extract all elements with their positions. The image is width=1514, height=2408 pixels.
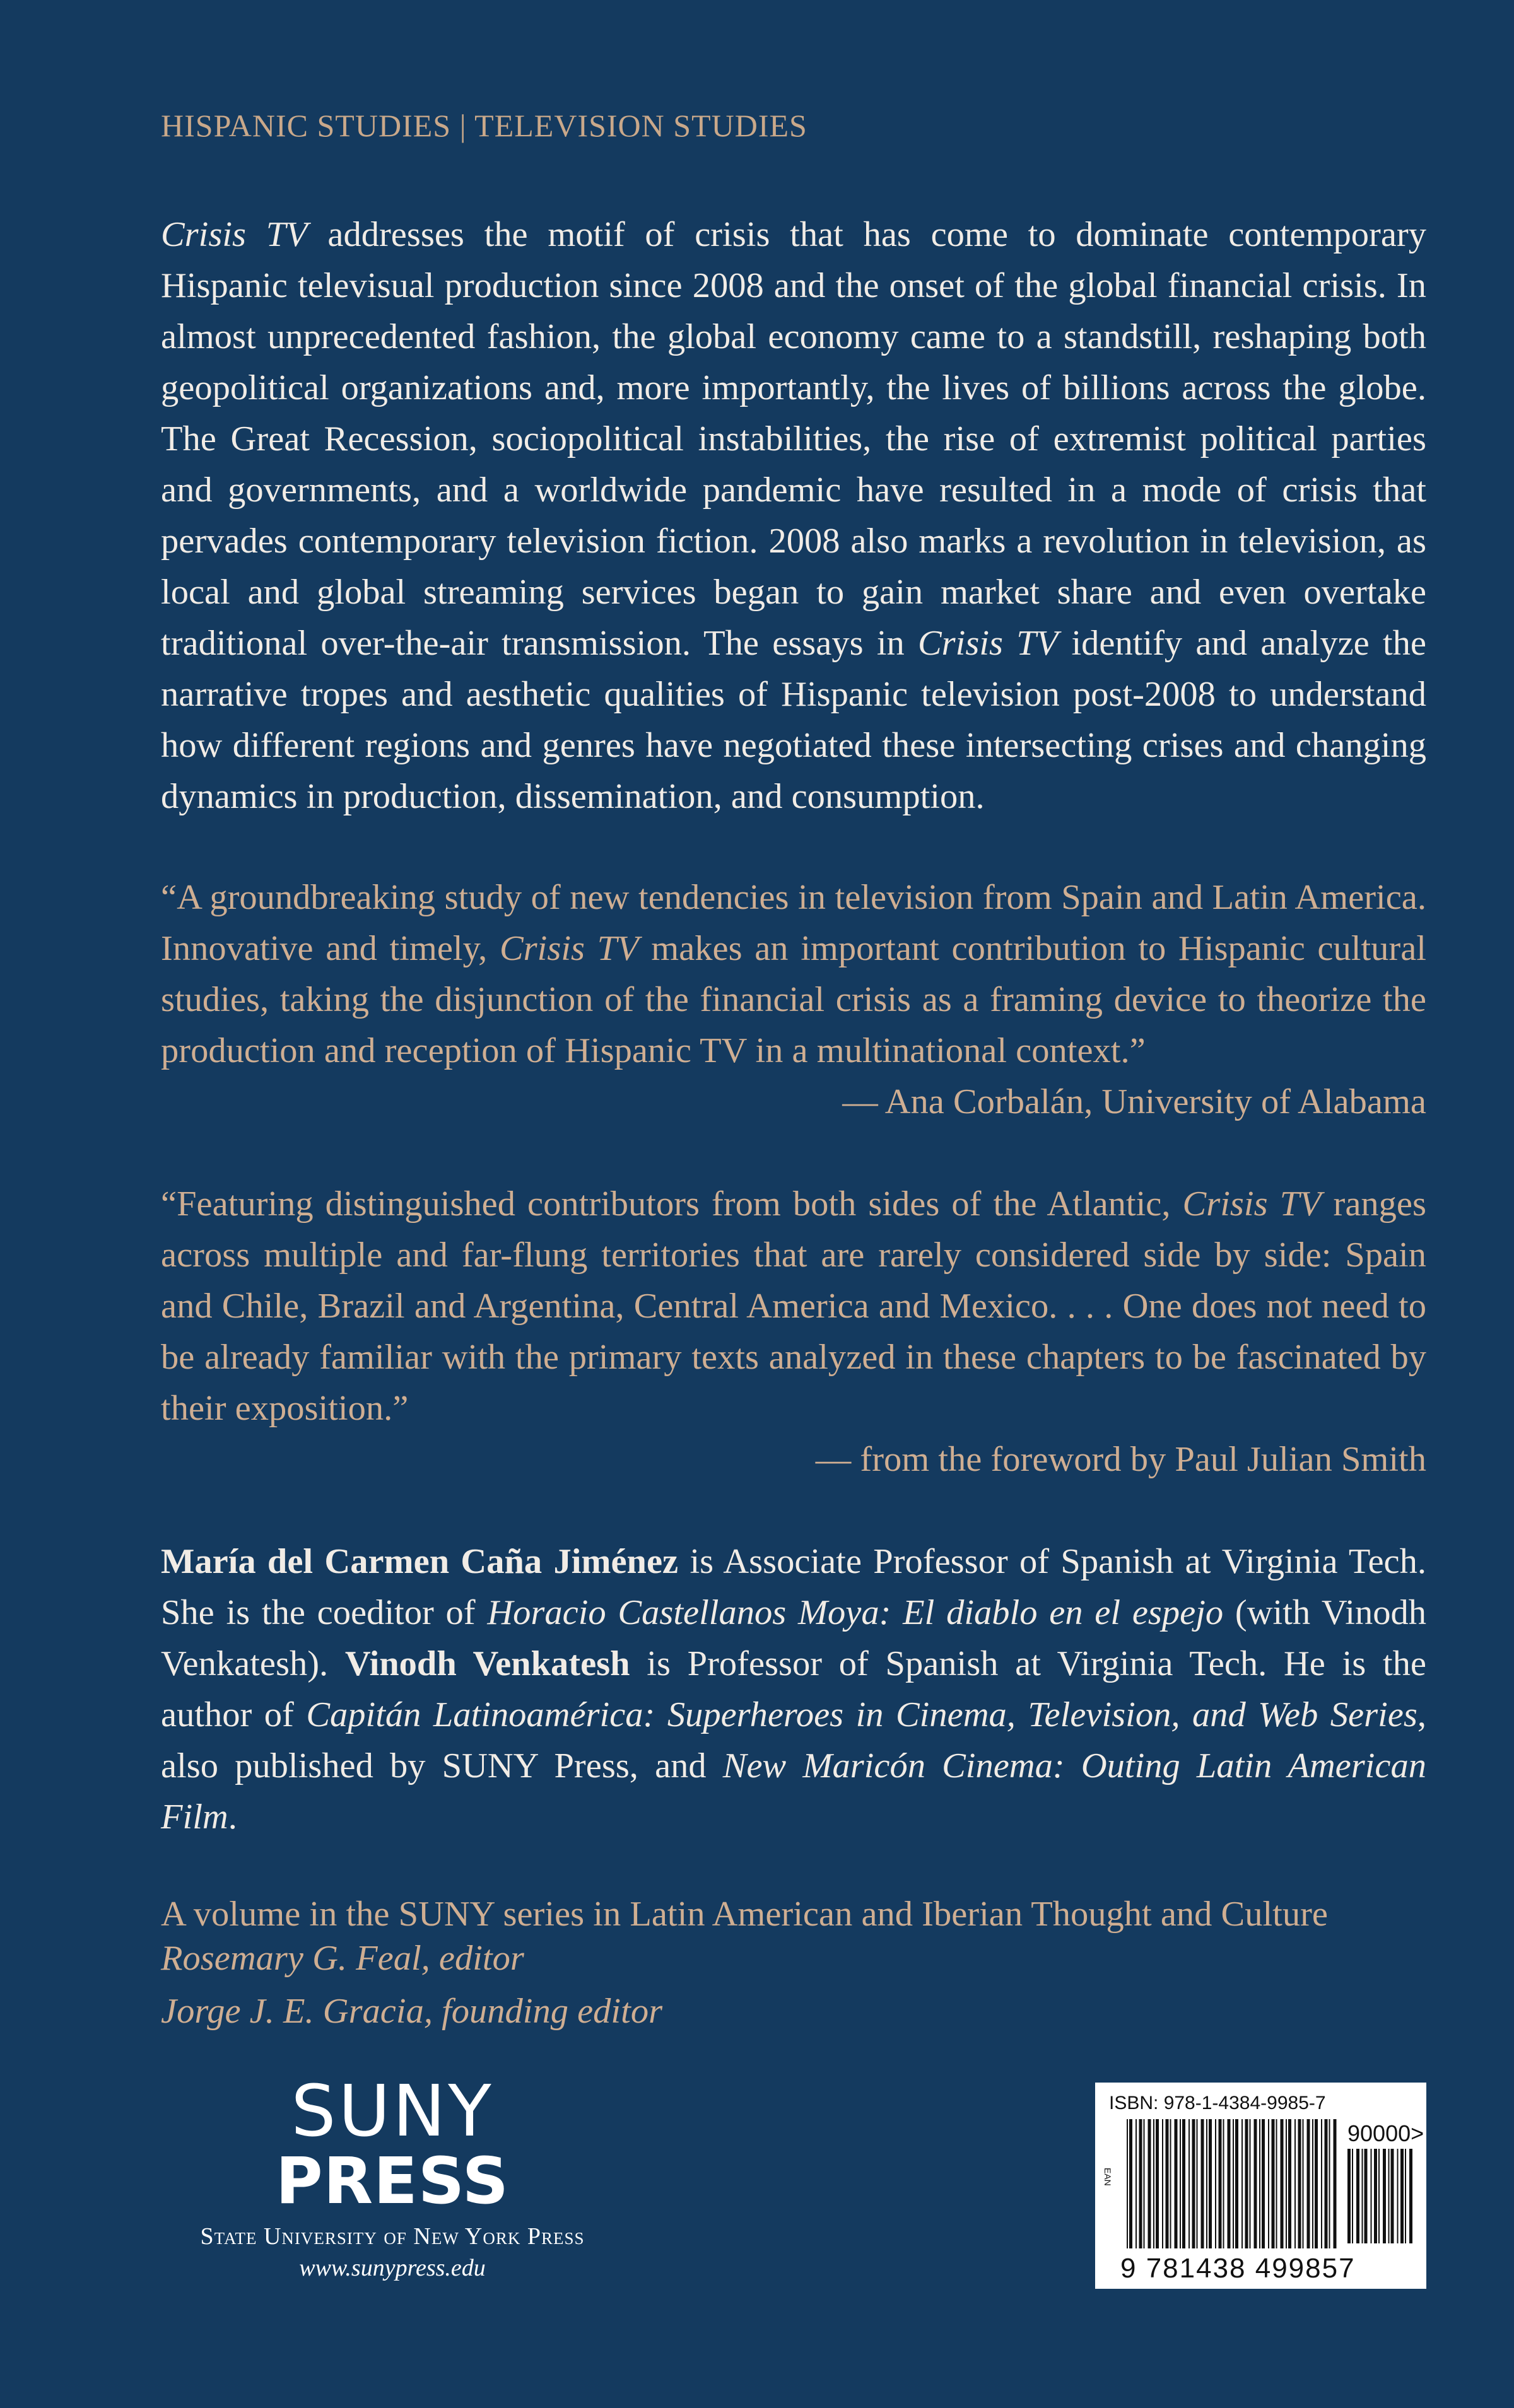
book-title-italic: Crisis TV [161,215,308,254]
barcode-bar [1307,2119,1310,2248]
publisher-url: www.sunypress.edu [299,2255,486,2281]
barcode-bar [1259,2119,1260,2248]
endorsement-quote-2 [161,1179,1426,1434]
logo-suny: SUNY [291,2071,494,2153]
barcode-bar [1329,2119,1330,2248]
quote2-before: “Featuring distinguished contributors from both sides of the Atlantic, [161,1184,1183,1224]
barcode-bar [1139,2119,1142,2248]
barcode-bar [1371,2149,1372,2243]
barcode-bar [1153,2119,1154,2248]
barcode-bar [1156,2119,1159,2248]
book-description [161,209,1426,822]
barcode-bar [1166,2119,1169,2248]
book-title-3: New Maricón Cinema: Outing Latin American Film [161,1746,1426,1837]
barcode-bar [1268,2119,1269,2248]
publisher-full-name: State University of New York Press [200,2223,585,2250]
barcode-bar [1170,2119,1171,2248]
bio-text-4: , also published by SUNY Press, and [161,1695,1426,1786]
series-line: A volume in the SUNY series in Latin American and Iberian Thought and Culture [161,1895,1328,1934]
barcode-bar [1272,2119,1275,2248]
barcode-bar [1405,2149,1406,2243]
barcode-bar [1245,2119,1248,2248]
barcode-bar [1250,2119,1251,2248]
barcode-bar [1201,2119,1204,2248]
barcode-bar [1409,2149,1412,2243]
barcode-bar [1197,2119,1198,2248]
barcode-bar [1352,2149,1353,2243]
series-info [161,1892,1426,2033]
series-founding-editor: Jorge J. E. Gracia, founding editor [161,1992,663,2031]
book-title-italic: Crisis TV [918,624,1059,663]
description-part-1: addresses the motif of crisis that has come to dominate contemporary Hispanic televisual production since 2008 and the onset of the global financial crisis. In almost unprecedented fashion, the global economy came to a standstill, reshaping both geopolitical organizations and, more importantly, the lives of billions across the globe. The Great Recession, sociopolitical instabilities, the rise of extremist political parties and governments, and a worldwide pandemic have resulted in a mode of crisis that pervades contemporary television fiction. 2008 also marks a revolution in television, as local and global streaming services began to gain market share and even overtake traditional over-the-air transmission. The essays in [161,215,1426,663]
isbn-label: ISBN: 978-1-4384-9985-7 [1109,2093,1326,2113]
quote1-title: Crisis TV [499,929,639,968]
barcode-bar [1356,2149,1359,2243]
author-name-1: María del Carmen Caña Jiménez [161,1542,679,1581]
barcode-bar [1298,2119,1301,2248]
quote1-attribution: — Ana Corbalán, University of Alabama [842,1082,1426,1121]
barcode-bar [1215,2119,1216,2248]
barcode-bar [1182,2119,1185,2248]
barcode-bar [1206,2119,1207,2248]
barcode-bar [1233,2119,1234,2248]
barcode-bar [1362,2149,1363,2243]
endorsement-quote-1 [161,872,1426,1077]
barcode-bar [1374,2149,1377,2243]
quote2-title: Crisis TV [1182,1184,1322,1224]
barcode-bar [1388,2149,1390,2243]
barcode-bar [1148,2119,1151,2248]
addon-barcode-bars [1347,2149,1414,2243]
barcode-bar [1175,2119,1178,2248]
barcode-bar [1241,2119,1243,2248]
barcode-bar [1347,2149,1351,2243]
barcode-bar [1303,2119,1304,2248]
barcode-bar [1294,2119,1296,2248]
quote2-after: ranges across multiple and far-flung territories that are rarely considered side by side: Spain and Chile, Brazil and Argentina, Central America and Mexico. . . . One does not need to be already familiar with the primary texts analyzed in these chapters to be fascinated by their exposition.” [161,1184,1426,1428]
barcode-bar [1378,2149,1380,2243]
barcode-bar [1180,2119,1181,2248]
barcode-bar [1288,2119,1291,2248]
barcode-bar [1129,2119,1132,2248]
price-code: 90000> [1347,2120,1424,2146]
author-bio [161,1536,1426,1843]
bio-text-2: (with Vinodh Venkatesh). [161,1593,1426,1683]
barcode-bar [1397,2149,1399,2243]
barcode-bar [1312,2119,1313,2248]
barcode-bars [1127,2119,1341,2248]
bio-text-5: . [228,1797,237,1837]
barcode-bar [1325,2119,1328,2248]
barcode-bar [1254,2119,1257,2248]
barcode-bar [1276,2119,1277,2248]
barcode-bar [1281,2119,1284,2248]
bio-text-1: is Associate Professor of Spanish at Virginia Tech. She is the coeditor of [161,1542,1426,1632]
barcode-digits: 9 781438 499857 [1120,2253,1356,2284]
barcode-bar [1136,2119,1137,2248]
quote2-attribution: — from the foreword by Paul Julian Smith [815,1440,1426,1479]
barcode-bar [1228,2119,1231,2248]
barcode-bar [1286,2119,1287,2248]
barcode-bar [1235,2119,1238,2248]
barcode-bar [1219,2119,1222,2248]
logo-press: PRESS [275,2144,510,2219]
barcode-bar [1144,2119,1145,2248]
barcode-bar [1162,2119,1163,2248]
barcode-bar [1400,2149,1404,2243]
barcode-bar [1383,2149,1386,2243]
barcode-bar [1223,2119,1224,2248]
barcode-bar [1262,2119,1265,2248]
barcode-bar [1209,2119,1212,2248]
barcode-bar [1315,2119,1318,2248]
barcode-bar [1321,2119,1322,2248]
barcode-bar [1192,2119,1195,2248]
barcode-bar [1391,2149,1394,2243]
publisher-logo [165,2071,619,2282]
category-label: HISPANIC STUDIES | TELEVISION STUDIES [161,108,807,143]
description-part-2: identify and analyze the narrative tropes and aesthetic qualities of Hispanic television post-2008 to understand how different regions and genres have negotiated these intersecting crises and changing dynamics in production, dissemination, and consumption. [161,624,1426,816]
barcode-bar [1364,2149,1368,2243]
series-editor: Rosemary G. Feal, editor [161,1939,524,1978]
isbn-barcode [1095,2083,1426,2289]
author-name-2: Vinodh Venkatesh [344,1644,630,1683]
book-title-2: Capitán Latinoamérica: Superheroes in Cinema, Television, and Web Series [306,1695,1417,1734]
ean-label: EAN [1103,2168,1113,2186]
barcode-bar [1188,2119,1190,2248]
bio-text-3: is Professor of Spanish at Virginia Tech. He is the author of [161,1644,1426,1734]
book-title-1: Horacio Castellanos Moya: El diablo en el espejo [487,1593,1224,1632]
barcode-bar [1127,2119,1128,2248]
barcode-bar [1334,2119,1337,2248]
quote1-before: “A groundbreaking study of new tendencies in television from Spain and Latin America. Innovative and timely, [161,878,1426,968]
quote1-after: makes an important contribution to Hispanic cultural studies, taking the disjunction of the financial crisis as a framing device to theorize the production and reception of Hispanic TV in a multinational context.” [161,929,1426,1070]
